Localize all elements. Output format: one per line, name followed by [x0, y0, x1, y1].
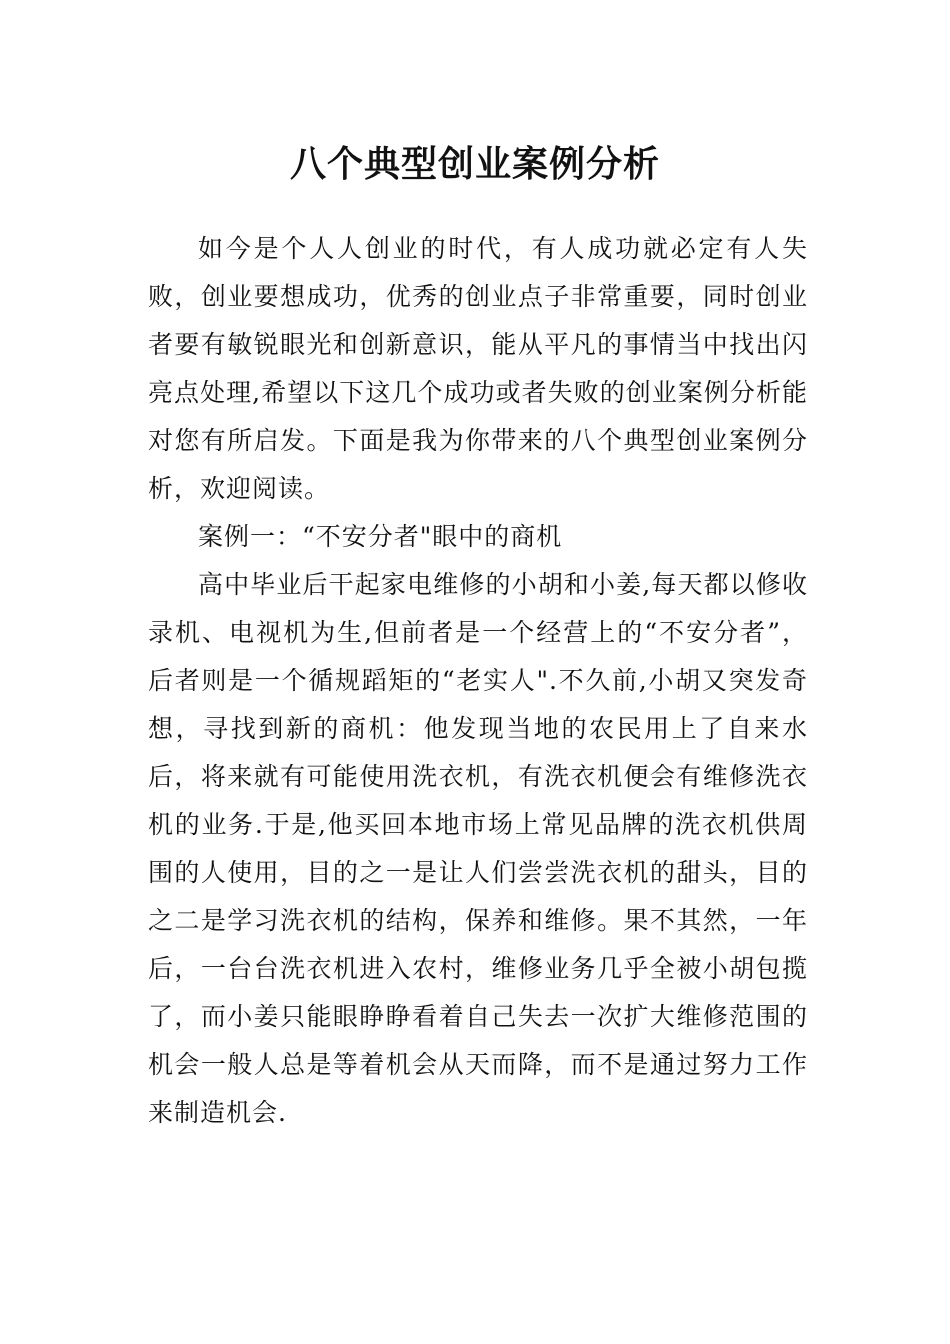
case-paragraph: 高中毕业后干起家电维修的小胡和小姜,每天都以修收录机、电视机为生,但前者是一个经营上的“不安分者”，后者则是一个循规蹈矩的“老实人".不久前,小胡又突发奇想，寻找到新的商机：他发现当地的农民用上了自来水后，将来就有可能使用洗衣机，有洗衣机便会有维修洗衣机的业务.于是,他买回本地市场上常见品牌的洗衣机供周围的人使用，目的之一是让人们尝尝洗衣机的甜头，目的之二是学习洗衣机的结构，保养和维修。果不其然，一年后，一台台洗衣机进入农村，维修业务几乎全被小胡包揽了，而小姜只能眼睁睁看着自己失去一次扩大维修范围的机会一般人总是等着机会从天而降，而不是通过努力工作来制造机会.: [148, 570, 808, 1127]
document-body: [148, 225, 808, 1137]
intro-paragraph: 如今是个人人创业的时代，有人成功就必定有人失败，创业要想成功，优秀的创业点子非常重要，同时创业者要有敏锐眼光和创新意识，能从平凡的事情当中找出闪亮点处理,希望以下这几个成功或者失败的创业案例分析能对您有所启发。下面是我为你带来的八个典型创业案例分析，欢迎阅读。: [148, 234, 808, 503]
case-heading: 案例一：“不安分者"眼中的商机: [198, 522, 563, 551]
document-title: 八个典型创业案例分析: [289, 144, 660, 185]
